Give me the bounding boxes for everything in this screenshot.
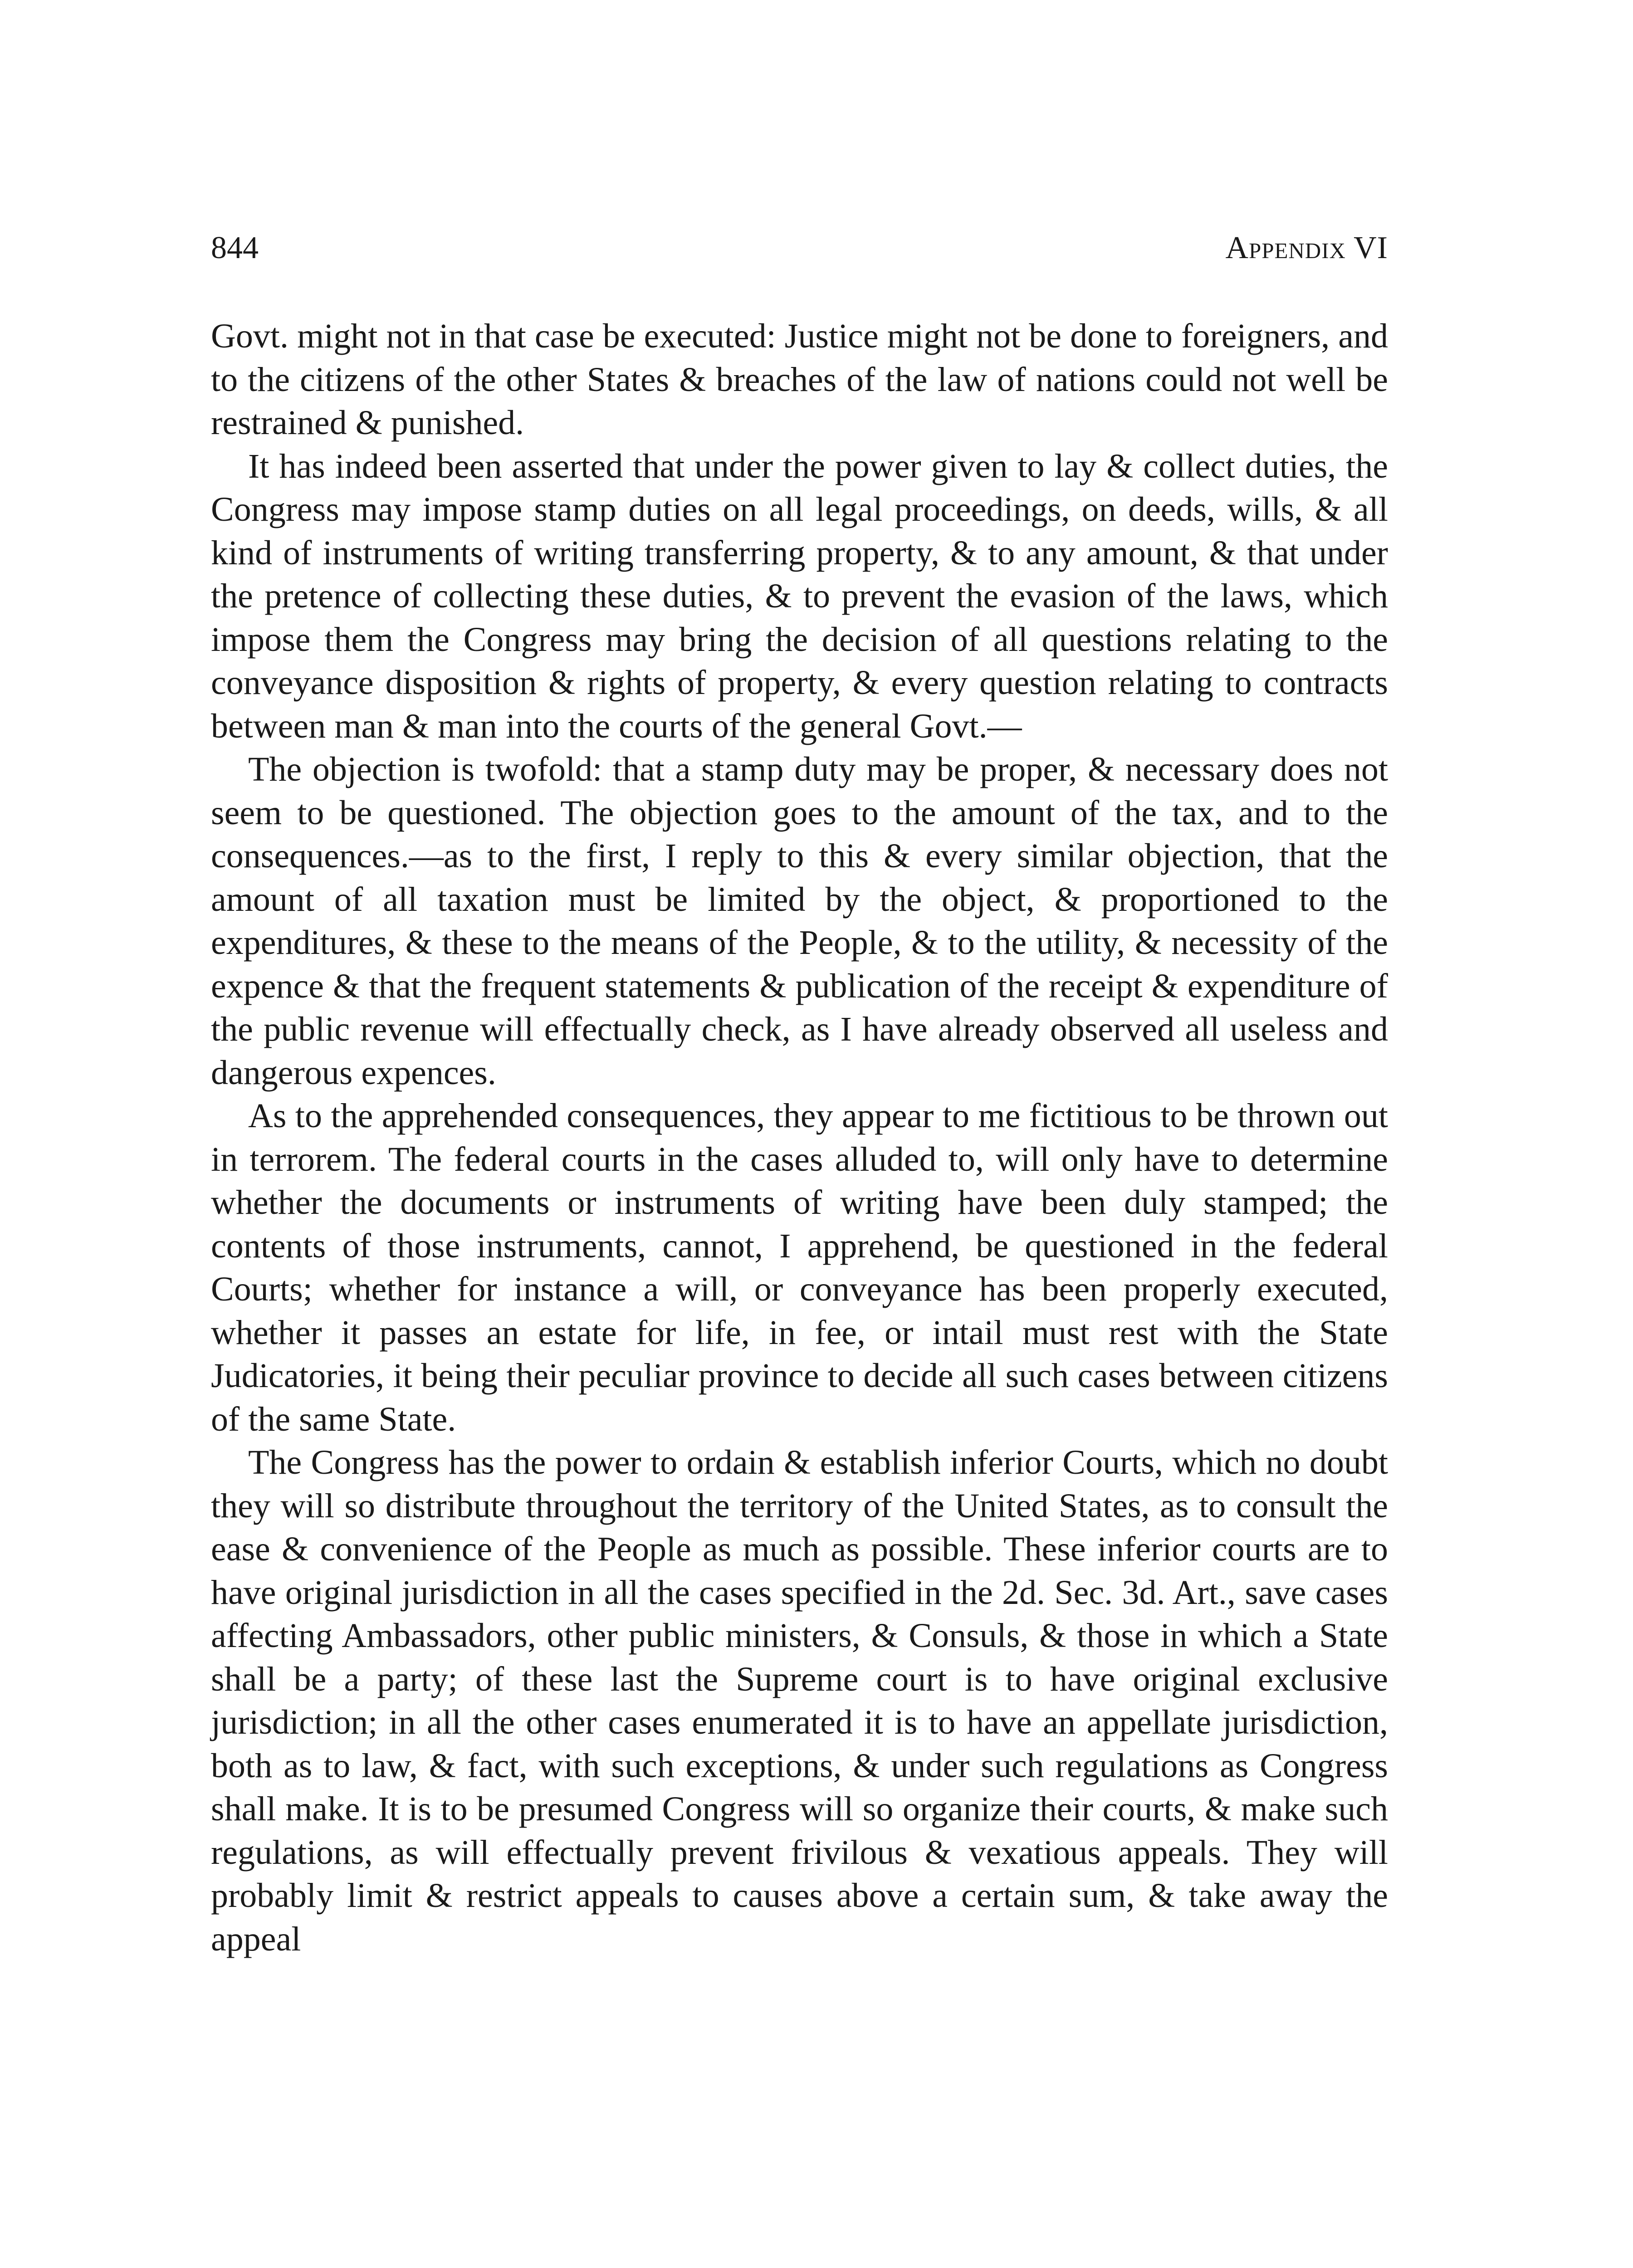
- paragraph-continued: Govt. might not in that case be executed: Justice might not be done to foreigners, and to the citizens of the other States & breaches of the law of nations could not well be restrained & punished.: [211, 317, 1388, 442]
- paragraph: The Congress has the power to ordain & establish inferior Courts, which no doubt they will so distribute throughout the territory of the United States, as to consult the ease & convenience of the People as much as possible. These inferior courts are to have original jurisdiction in all the cases specified in the 2d. Sec. 3d. Art., save cases affecting Ambassadors, other public ministers, & Consuls, & those in which a State shall be a party; of these last the Supreme court is to have original exclusive jurisdiction; in all the other cases enumerated it is to have an appellate jurisdiction, both as to law, & fact, with such exceptions, & under such regulations as Congress shall make. It is to be presumed Congress will so organize their courts, & make such regulations, as will effectually prevent frivilous & vexatious appeals. They will probably limit & restrict appeals to causes above a certain sum, & take away the appeal: [211, 1443, 1388, 1958]
- running-head: Appendix VI: [1225, 230, 1388, 265]
- paragraph: It has indeed been asserted that under the power given to lay & collect duties, the Congress may impose stamp duties on all legal proceedings, on deeds, wills, & all kind of instruments of writing transferring property, & to any amount, & that under the pretence of collecting these duties, & to prevent the evasion of the laws, which impose them the Congress may bring the decision of all questions relating to the conveyance disposition & rights of property, & every question relating to contracts between man & man into the courts of the general Govt.—: [211, 447, 1388, 745]
- paragraph: As to the apprehended consequences, they appear to me fictitious to be thrown out in terrorem. The federal courts in the cases alluded to, will only have to determine whether the documents or instruments of writing have been duly stamped; the contents of those instruments, cannot, I apprehend, be questioned in the federal Courts; whether for instance a will, or conveyance has been properly executed, whether it passes an estate for life, in fee, or intail must rest with the State Judicatories, it being their peculiar province to decide all such cases between citizens of the same State.: [211, 1097, 1388, 1438]
- page-header: [211, 223, 1388, 273]
- body-text: [211, 315, 1388, 1961]
- page-number: 844: [211, 230, 259, 265]
- paragraph: The objection is twofold: that a stamp duty may be proper, & necessary does not seem to be questioned. The objection goes to the amount of the tax, and to the consequences.—as to the first, I reply to this & every similar objection, that the amount of all taxation must be limited by the object, & proportioned to the expenditures, & these to the means of the People, & to the utility, & necessity of the expence & that the frequent statements & publication of the receipt & expenditure of the public revenue will effectually check, as I have already observed all useless and dangerous expences.: [211, 750, 1388, 1092]
